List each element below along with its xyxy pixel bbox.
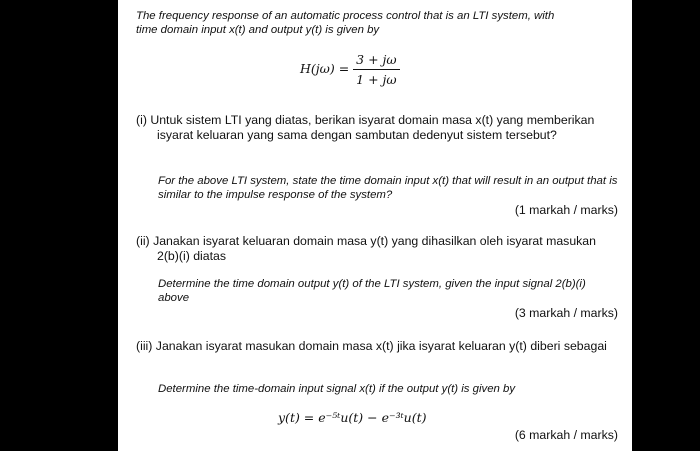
question-i-english: For the above LTI system, state the time domain input x(t) that will result in an output that is similar to the impulse response of the system? bbox=[158, 175, 618, 201]
question-i-marks: (1 markah / marks) bbox=[514, 203, 618, 217]
output-equation: y(t) = e⁻⁵ᵗu(t) − e⁻³ᵗu(t) bbox=[278, 410, 427, 425]
intro-line-1: The frequency response of an automatic process control that is an LTI system, with bbox=[136, 10, 555, 22]
question-iii-marks: (6 markah / marks) bbox=[514, 428, 618, 442]
question-ii-marks: (3 markah / marks) bbox=[514, 306, 618, 320]
question-iii-malay: (iii) Janakan isyarat masukan domain masa x(t) jika isyarat keluaran y(t) diberi sebagai bbox=[136, 339, 607, 353]
transfer-function-lhs: H(jω) = bbox=[300, 61, 350, 76]
intro-line-2: time domain input x(t) and output y(t) is given by bbox=[136, 24, 380, 36]
question-iii-english: Determine the time-domain input signal x(t) if the output y(t) is given by bbox=[158, 383, 516, 395]
transfer-function bbox=[300, 52, 400, 87]
question-page bbox=[118, 0, 632, 451]
question-ii-malay: (ii) Janakan isyarat keluaran domain masa y(t) yang dihasilkan oleh isyarat masukan 2(b)(i) diatas bbox=[136, 234, 596, 263]
transfer-function-numerator: 3 + jω bbox=[353, 52, 399, 70]
intro-text bbox=[136, 9, 618, 37]
transfer-function-fraction bbox=[353, 52, 399, 87]
question-i-malay: (i) Untuk sistem LTI yang diatas, berikan isyarat domain masa x(t) yang memberikan isyarat keluaran yang sama dengan sambutan dedenyut sistem tersebut? bbox=[136, 113, 595, 142]
question-ii-english: Determine the time domain output y(t) of the LTI system, given the input signal 2(b)(i) above bbox=[158, 278, 586, 304]
transfer-function-denominator: 1 + jω bbox=[356, 72, 397, 87]
